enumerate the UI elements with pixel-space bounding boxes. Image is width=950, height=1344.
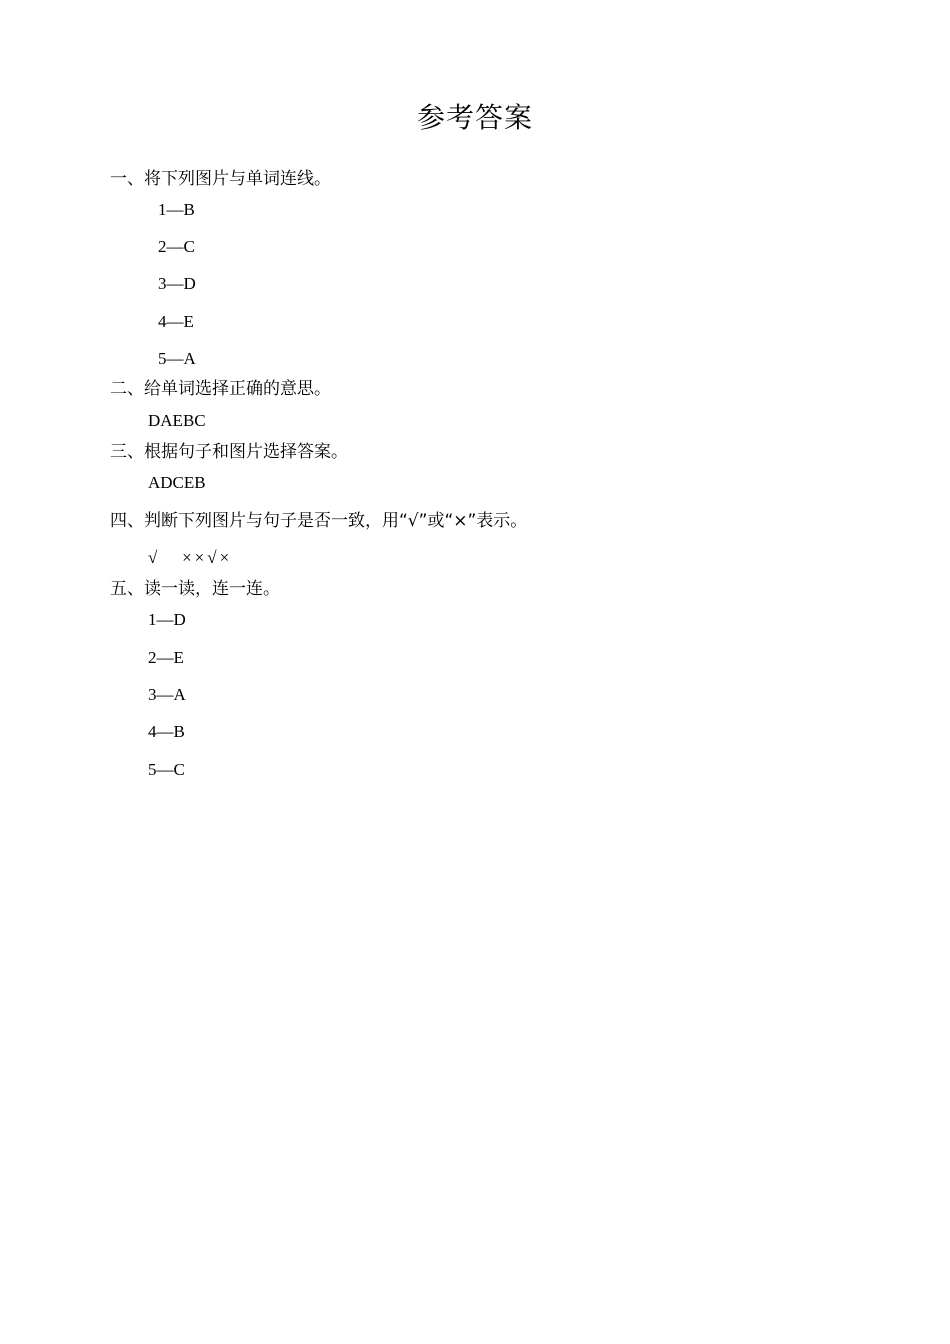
section-3-answer: ADCEB [148,473,206,492]
section-4-answer: √ ××√× [148,548,233,567]
section-1-answer-4: 4—E [158,312,194,331]
section-5-heading: 五、读一读，连一连。 [110,579,280,599]
section-3-heading: 三、根据句子和图片选择答案。 [110,442,348,462]
section-2-heading: 二、给单词选择正确的意思。 [110,379,331,399]
section-1-answer-5: 5—A [158,349,196,368]
section-5-answer-4: 4—B [148,722,185,741]
section-1-answer-1: 1—B [158,200,195,219]
section-5-answer-5: 5—C [148,760,185,779]
section-1-answer-3: 3—D [158,274,196,293]
section-1-heading: 一、将下列图片与单词连线。 [110,169,331,189]
section-5-answer-3: 3—A [148,685,186,704]
section-5-answer-2: 2—E [148,648,184,667]
page-title: 参考答案 [416,101,533,134]
section-2-answer: DAEBC [148,411,206,430]
section-4-heading: 四、判断下列图片与句子是否一致，用“√”或“×”表示。 [110,511,528,531]
section-5-answer-1: 1—D [148,610,186,629]
section-1-answer-2: 2—C [158,237,195,256]
